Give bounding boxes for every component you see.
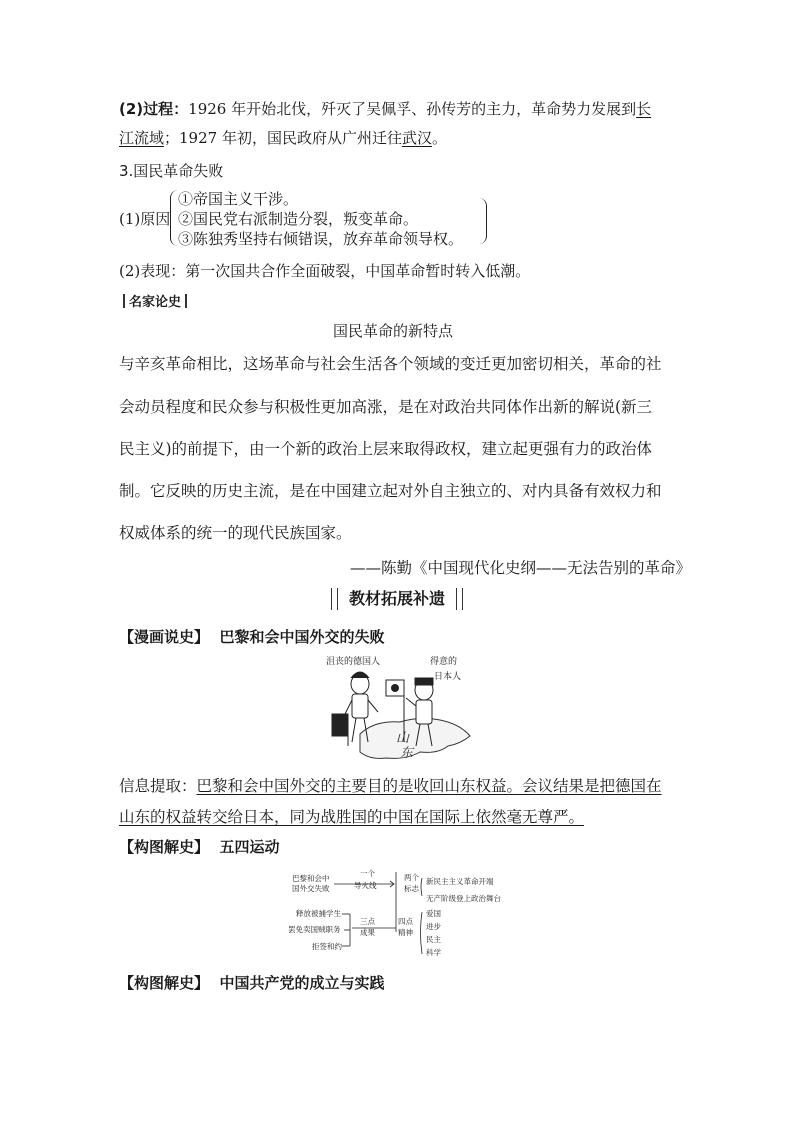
diagram-spirit-1: 四点 [398, 917, 413, 926]
scholars-line-2: 会动员程度和民众参与积极性更加高涨，是在对政治共同体作出新的解说(新三 [119, 398, 653, 416]
reason-label: (1)原因 [119, 210, 171, 228]
diagram-start-2: 国外交失败 [292, 884, 330, 893]
diagram-results-1: 三点 [360, 917, 375, 926]
diagram-signs-2: 标志 [404, 884, 419, 893]
info-text-1: 巴黎和会中国外交的主要目的是收回山东权益。会议结果是把德国在 [196, 777, 662, 795]
diagram-sign-item-2: 无产阶级登上政治舞台 [426, 894, 501, 903]
diagram-trigger-2: 导火线 [354, 881, 377, 890]
cartoon-heading: 【漫画说史】 巴黎和会中国外交的失败 [119, 628, 385, 646]
process-text-3: 。 [431, 129, 447, 147]
diagram-spirit-item-3: 民主 [426, 935, 441, 944]
diagram-results-2: 成果 [360, 928, 375, 937]
info-line-1 [119, 774, 662, 796]
map-text-1: 山 [396, 731, 410, 746]
reason-item-3: ③陈独秀坚持右倾错误，放弃革命领导权。 [178, 230, 464, 248]
right-brace [478, 198, 487, 244]
info-line-2: 山东的权益转交给日本，同为战胜国的中国在国际上依然毫无尊严。 [119, 808, 585, 826]
failure-heading: 3.国民革命失败 [119, 162, 224, 180]
cartoon-caption-right-2: 日本人 [434, 672, 462, 682]
diagram-result-item-3: 拒签和约 [312, 942, 342, 951]
reason-item-2: ②国民党右派制造分裂，叛变革命。 [178, 210, 419, 228]
info-label: 信息提取： [119, 777, 197, 795]
scholars-tag [119, 291, 191, 310]
diagram-spirit-item-1: 爱国 [426, 909, 441, 918]
process-text-1: 1926 年开始北伐，歼灭了吴佩孚、孙传芳的主力，革命势力发展到 [188, 100, 637, 118]
diagram-start-1: 巴黎和会中 [292, 874, 330, 883]
manifestation: (2)表现：第一次国共合作全面破裂，中国革命暂时转入低潮。 [119, 262, 531, 280]
map-text-2: 东 [400, 746, 414, 761]
cartoon-caption-right-1: 得意的 [430, 657, 458, 667]
diagram-sign-item-1: 新民主主义革命开端 [426, 877, 494, 886]
section-heading: 教材拓展补遗 [331, 586, 463, 612]
diagram1-heading: 【构图解史】 五四运动 [119, 838, 280, 856]
scholars-title: 国民革命的新特点 [333, 322, 454, 340]
diagram2-heading: 【构图解史】 中国共产党的成立与实践 [119, 974, 385, 992]
diagram-result-item-1: 释放被捕学生 [296, 909, 341, 918]
process-link-changjiang-2: 江流域 [119, 129, 165, 147]
may-fourth-diagram [280, 864, 520, 960]
diagram-spirit-item-4: 科学 [426, 948, 441, 957]
process-line-1 [119, 98, 651, 119]
cartoon-illustration [320, 654, 475, 766]
process-link-wuhan: 武汉 [401, 129, 432, 147]
process-text-2: ；1927 年初，国民政府从广州迁往 [164, 129, 402, 147]
shandong-map [360, 718, 470, 758]
diagram-signs-1: 两个 [404, 873, 419, 882]
process-line-2 [119, 127, 447, 148]
process-link-changjiang-1: 长 [636, 100, 652, 118]
scholars-line-5: 权威体系的统一的现代民族国家。 [119, 524, 352, 542]
tag-bar-left [123, 294, 125, 308]
scholars-source: ——陈勤《中国现代化史纲——无法告别的革命》 [350, 559, 692, 577]
tag-bar-right [185, 294, 187, 308]
scholars-tag-text: 名家论史 [129, 295, 182, 310]
scholars-line-3: 民主义)的前提下，由一个新的政治上层来取得政权，建立起更强有力的政治体 [119, 440, 653, 458]
german-flag [332, 714, 348, 736]
diagram-spirit-2: 精神 [398, 928, 413, 937]
process-label: (2)过程： [119, 100, 189, 118]
cartoon-caption-left: 沮丧的德国人 [326, 657, 381, 667]
diagram-trigger-1: 一个 [360, 869, 375, 878]
japanese-flag-sun [391, 684, 399, 692]
diagram-spirit-item-2: 进步 [426, 922, 441, 931]
scholars-line-1: 与辛亥革命相比，这场革命与社会生活各个领域的变迁更加密切相关，革命的社 [119, 355, 662, 373]
reason-item-1: ①帝国主义干涉。 [178, 190, 299, 208]
scholars-line-4: 制。它反映的历史主流，是在中国建立起对外自主独立的、对内具备有效权力和 [119, 482, 662, 500]
diagram-result-item-2: 罢免卖国贼职务 [288, 925, 341, 934]
